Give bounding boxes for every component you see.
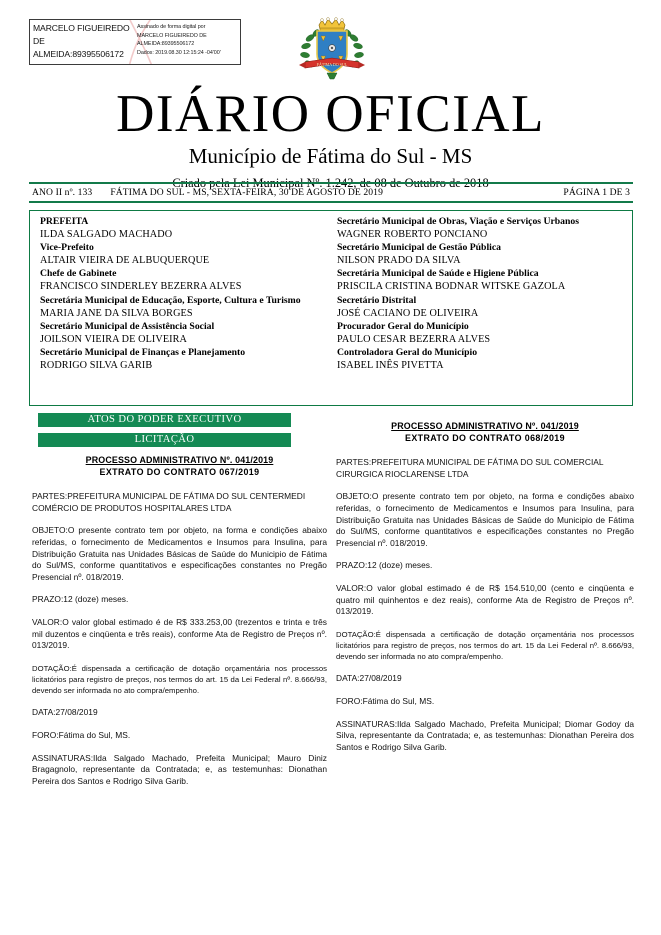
official-role: Secretário Municipal de Finanças e Planejamento: [40, 346, 246, 358]
official-name: RODRIGO SILVA GARIB: [40, 360, 153, 372]
article-assinaturas: ASSINATURAS:Ilda Salgado Machado, Prefeita Municipal; Diomar Godoy da Silva, representante da Contratada; e, as testemunhas: Dionathan Pereira dos Santos e Rodrigo Silva Garib.: [336, 718, 634, 752]
article-prazo: PRAZO:12 (doze) meses.: [32, 594, 129, 605]
signature-name-line-1: MARCELO FIGUEIREDO: [33, 23, 130, 33]
signature-detail-line-2: MARCELO FIGUEIREDO DE: [137, 32, 207, 39]
masthead-law-reference: Criado pela Lei Municipal Nº. 1.242, de 08 de Outubro de 2018: [172, 176, 489, 190]
officials-column-right: [329, 215, 632, 401]
article-partes: PARTES:PREFEITURA MUNICIPAL DE FÁTIMA DO SUL COMERCIAL CIRURGICA RIOCLARENSE LTDA: [336, 457, 604, 479]
official-role: Secretário Municipal de Gestão Pública: [337, 242, 501, 254]
issue-info-bar: [29, 182, 633, 203]
official-role: Vice-Prefeito: [40, 242, 94, 254]
article-dotacao: DOTAÇÃO:É dispensada a certificação de dotação orçamentária nos processos licitatórios para registro de preços, nos termos do art. 15 da Lei Federal nº. 8.666/93, devendo ser informada no ato compra/empenho.: [32, 663, 327, 696]
issue-date: FÁTIMA DO SUL - MS, SEXTA-FEIRA, 30 DE AGOSTO DE 2019: [110, 187, 383, 198]
signature-detail-line-4: Dados: 2019.08.30 12:15:24 -04'00': [137, 49, 221, 56]
page-title: DIÁRIO OFICIAL: [116, 85, 545, 143]
signature-detail-line-1: Assinado de forma digital por: [137, 24, 206, 30]
official-role: PREFEITA: [40, 216, 89, 227]
official-name: WAGNER ROBERTO PONCIANO: [337, 229, 488, 241]
article-heading-line-2: EXTRATO DO CONTRATO 068/2019: [405, 432, 565, 443]
article-column-right: [336, 421, 634, 753]
official-role: Procurador Geral do Município: [337, 320, 469, 332]
article-assinaturas: ASSINATURAS:Ilda Salgado Machado, Prefeita Municipal; Mauro Diniz Bragagnolo, representante da Contratada; e, as testemunhas: Dionathan Pereira dos Santos e Rodrigo Silva Garib.: [32, 752, 327, 786]
signature-detail-line-3: ALMEIDA:89395506172: [137, 41, 195, 48]
article-valor: VALOR:O valor global estimado é de R$ 154.510,00 (cento e cinqüenta e quatro mil quinhentos e dez reais), conforme Ata de Registro de Preços nº. 013/2019.: [336, 582, 634, 617]
official-role: Secretário Municipal de Assistência Social: [40, 320, 215, 332]
official-name: JOSÉ CACIANO DE OLIVEIRA: [337, 307, 479, 319]
article-objeto: OBJETO:O presente contrato tem por objeto, na forma e condições abaixo referidas, o fornecimento de Medicamentos e Insumos para Insulina, para Distribuição Gratuita nas Unidades Básicas de Saúde do Municipio de Fátima do Sul/MS, conforme quantitativos e especificações constantes no Pregão Presencial nº. 018/2019.: [32, 525, 327, 582]
official-name: NILSON PRADO DA SILVA: [337, 255, 461, 267]
masthead-subtitle: Município de Fátima do Sul - MS: [188, 144, 473, 168]
signature-name: [30, 20, 134, 64]
svg-text:FÁTIMA DO SUL: FÁTIMA DO SUL: [316, 62, 348, 67]
official-name: MARIA JANE DA SILVA BORGES: [40, 307, 193, 319]
coat-of-arms-icon: [297, 16, 367, 88]
article-heading: [336, 421, 634, 444]
digital-signature-stamp: [29, 19, 241, 65]
issue-number: ANO II nº. 133: [32, 187, 93, 198]
article-heading: [32, 455, 327, 478]
official-role: Controladora Geral do Município: [337, 346, 478, 358]
official-role: Chefe de Gabinete: [40, 268, 117, 280]
article-dotacao: DOTAÇÃO:É dispensada a certificação de dotação orçamentária nos processos licitatórios para registro de preços, nos termos do art. 15 da Lei Federal nº. 8.666/93, devendo ser informada no ato compra/empenho.: [336, 629, 634, 662]
officials-box: [29, 210, 633, 406]
official-name: FRANCISCO SINDERLEY BEZERRA ALVES: [40, 281, 242, 293]
section-banner-licitacao: LICITAÇÃO: [38, 433, 291, 447]
official-name: ALTAIR VIEIRA DE ALBUQUERQUE: [40, 255, 210, 267]
signature-name-line-3: ALMEIDA:89395506172: [33, 49, 124, 60]
article-heading-line-1: PROCESSO ADMINISTRATIVO Nº. 041/2019: [85, 455, 274, 465]
official-role: Secretário Distrital: [337, 294, 417, 306]
official-role: Secretária Municipal de Educação, Esporte, Cultura e Turismo: [40, 294, 301, 306]
officials-column-left: [30, 215, 329, 401]
article-foro: FORO:Fátima do Sul, MS.: [336, 695, 435, 706]
official-name: JOILSON VIEIRA DE OLIVEIRA: [40, 333, 188, 345]
article-prazo: PRAZO:12 (doze) meses.: [336, 560, 433, 571]
article-column-left: [32, 455, 327, 787]
official-name: ILDA SALGADO MACHADO: [40, 229, 173, 241]
article-partes: PARTES:PREFEITURA MUNICIPAL DE FÁTIMA DO SUL CENTERMEDI COMÉRCIO DE PRODUTOS HOSPITALARES LTDA: [32, 491, 306, 513]
masthead: [0, 85, 661, 191]
article-foro: FORO:Fátima do Sul, MS.: [32, 729, 131, 740]
article-valor: VALOR:O valor global estimado é de R$ 333.253,00 (trezentos e trinta e três mil duzentos e cinqüenta e três reais), conforme Ata de Registro de Preços nº. 013/2019.: [32, 616, 327, 651]
page-number: PÁGINA 1 DE 3: [563, 187, 630, 198]
article-objeto: OBJETO:O presente contrato tem por objeto, na forma e condições abaixo referidas, o fornecimento de Medicamentos e Insumos para Insulina, para Distribuição Gratuita nas Unidades Básicas de Saúde do Municipio de Fátima do Sul/MS, conforme quantitativos e especificações constantes no Pregão Presencial nº. 018/2019.: [336, 491, 634, 548]
signature-name-line-2: DE: [33, 36, 45, 47]
article-data: DATA:27/08/2019: [32, 707, 98, 718]
official-role: Secretária Municipal de Saúde e Higiene Pública: [337, 268, 539, 280]
article-heading-line-2: EXTRATO DO CONTRATO 067/2019: [99, 466, 260, 477]
official-name: PAULO CESAR BEZERRA ALVES: [337, 333, 491, 345]
signature-details: [134, 20, 240, 64]
official-name: PRISCILA CRISTINA BODNAR WITSKE GAZOLA: [337, 281, 566, 293]
official-name: ISABEL INÊS PIVETTA: [337, 360, 444, 372]
article-data: DATA:27/08/2019: [336, 673, 402, 684]
article-heading-line-1: PROCESSO ADMINISTRATIVO Nº. 041/2019: [391, 421, 579, 431]
official-role: Secretário Municipal de Obras, Viação e Serviços Urbanos: [337, 216, 580, 227]
section-banner-atos-poder-executivo: ATOS DO PODER EXECUTIVO: [38, 413, 291, 427]
